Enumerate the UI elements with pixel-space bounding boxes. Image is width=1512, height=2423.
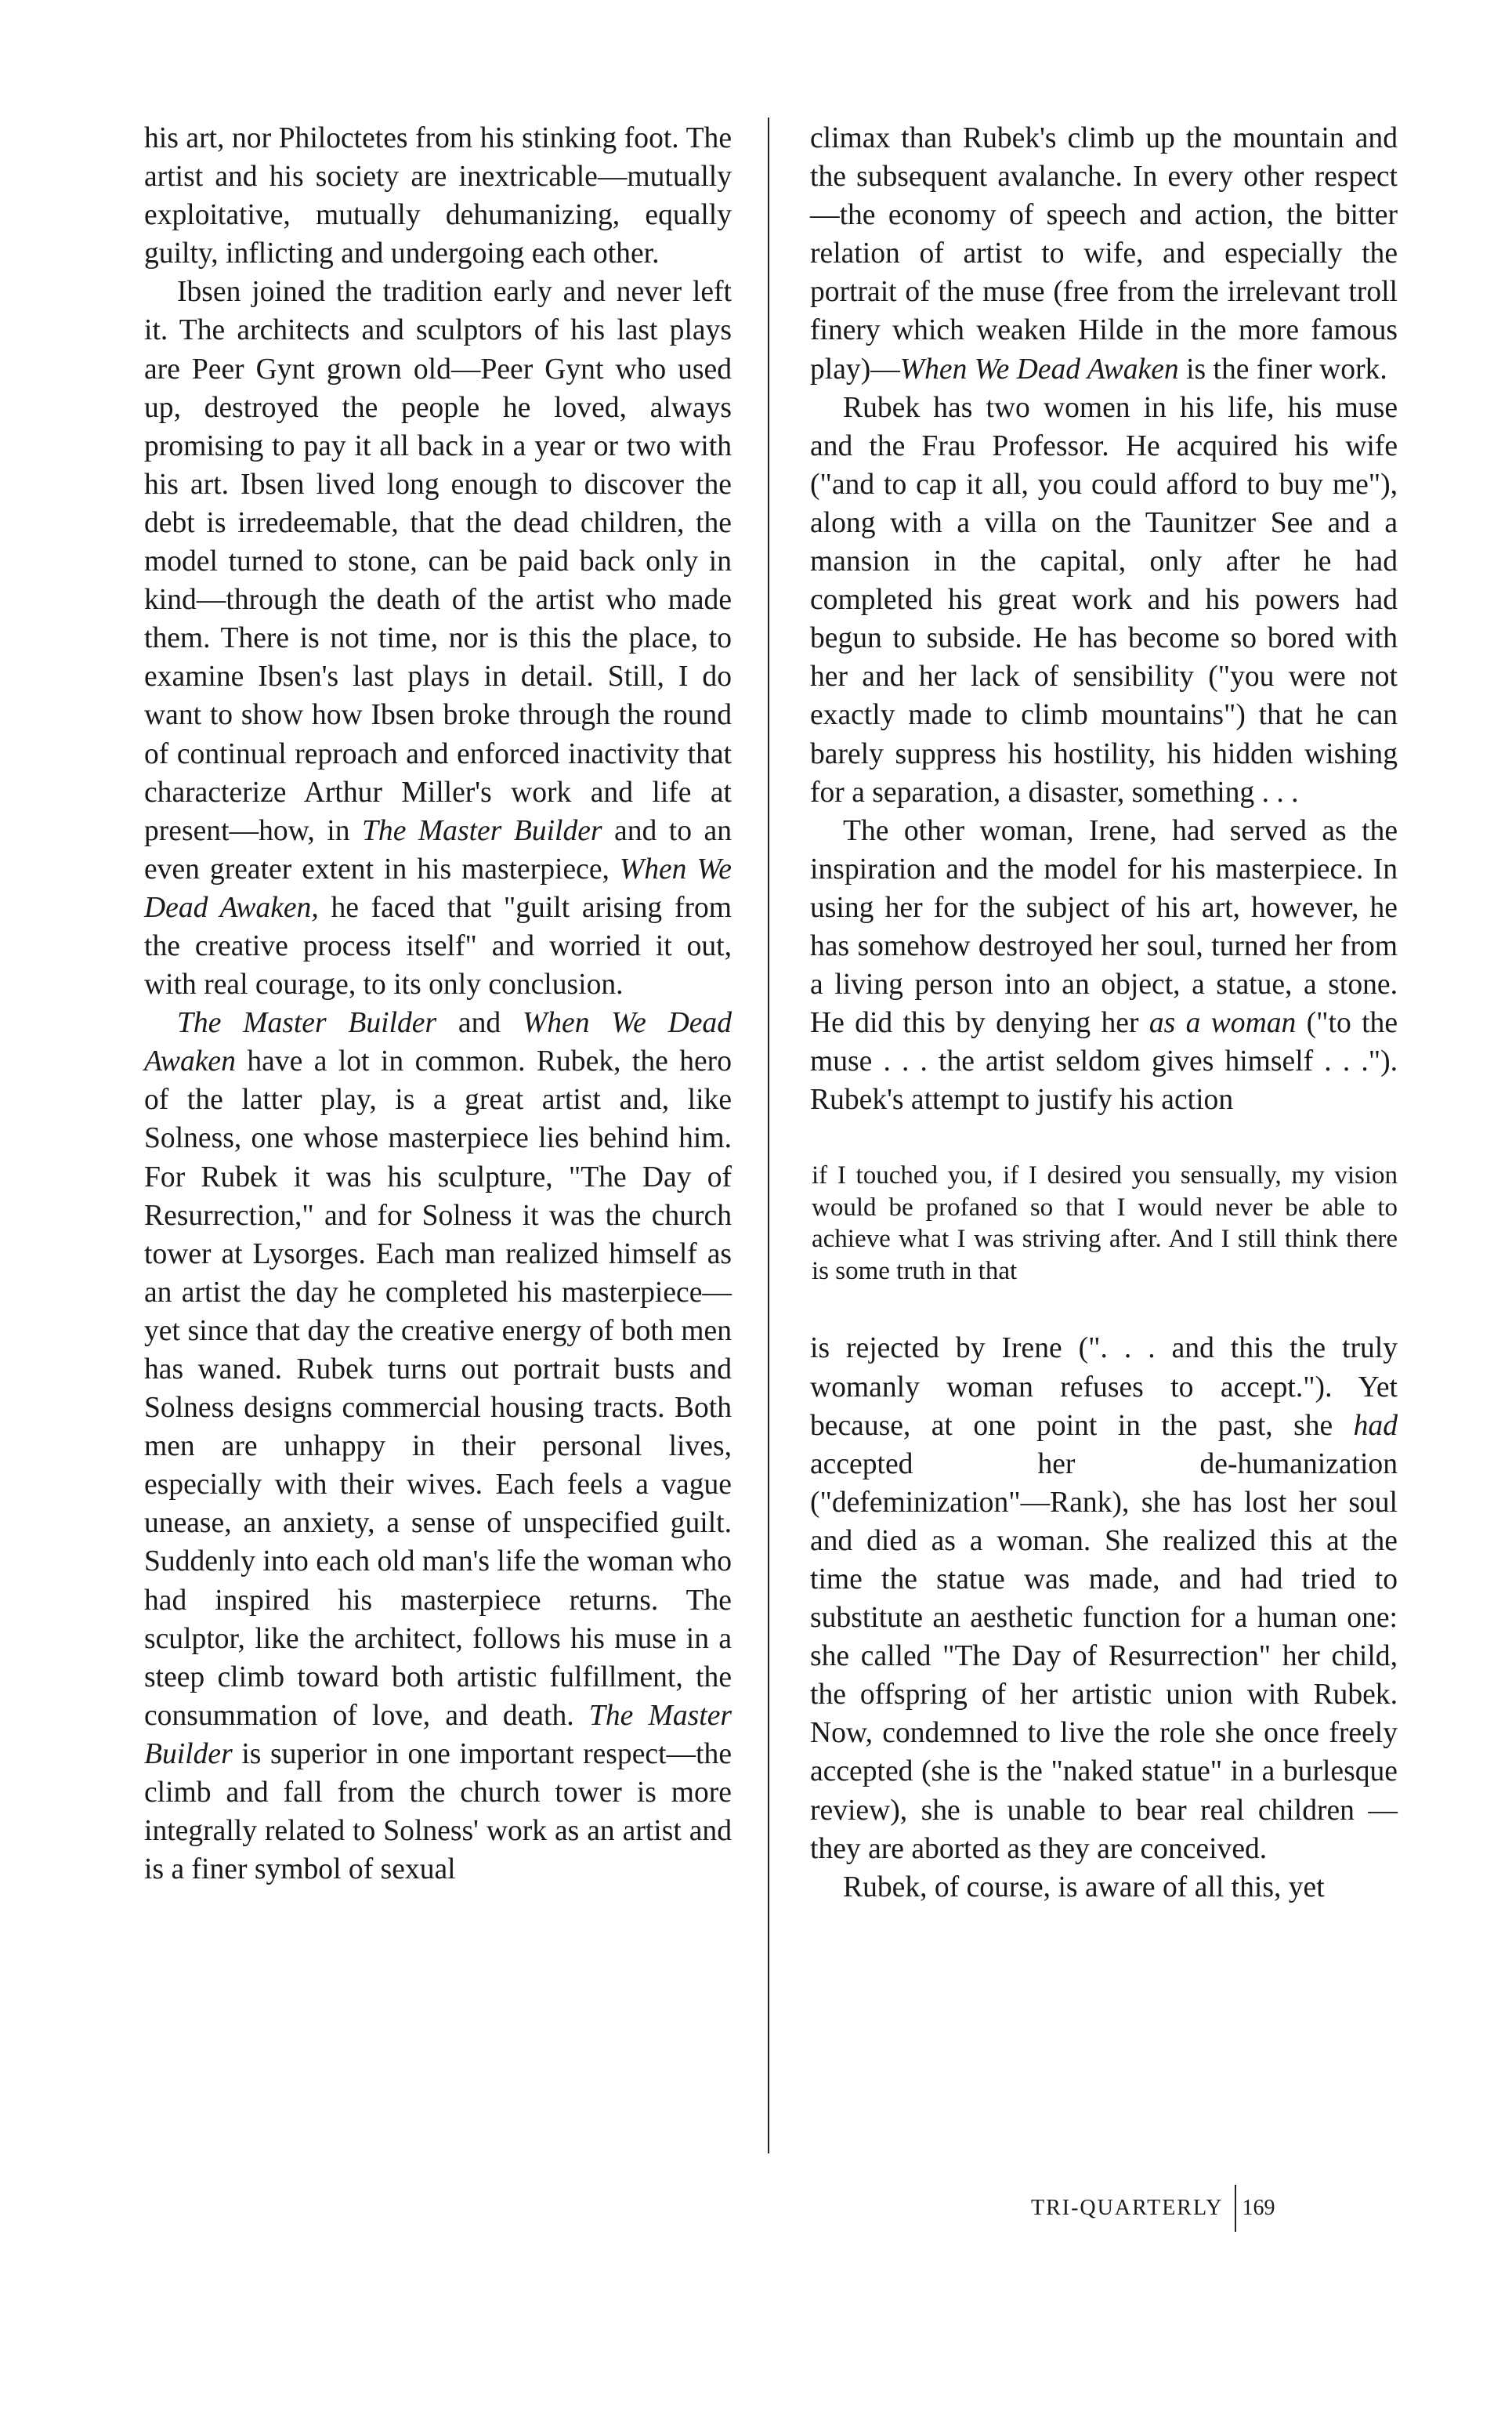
right-paragraph-4-text: is rejected by Irene (". . . and this the truly womanly woman refuses to accept."). Yet because, at one point in the past, she xyxy=(810,1332,1398,1442)
right-paragraph-4-end: accepted her de-humanization ("defeminization"—Rank), she has lost her soul and died as a woman. She realized this at the time the statue was made, and had tried to substitute an aesthetic function for a human one: she called "The Day of Resurrection" her child, the offspring of her artistic union with Rubek. Now, condemned to live the role she once freely accepted (she is the "naked statue" in a burlesque review), she is unable to bear real children —they are aborted as they are conceived. xyxy=(810,1447,1398,1865)
right-column xyxy=(810,119,1398,1907)
column-divider xyxy=(768,118,769,2153)
title-the-master-builder: The Master Builder xyxy=(177,1007,437,1040)
right-paragraph-3-text: The other woman, Irene, had served as the inspiration and the model for his masterpiece. In using her for the subject of his art, however, he has somehow destroyed her soul, turned her from a living person into an object, a statue, a stone. He did this by denying her xyxy=(810,814,1398,1040)
left-paragraph-2-end: he faced that "guilt arising from the creative process itself" and worried it out, with real courage, to its only conclusion. xyxy=(144,891,732,1001)
title-the-master-builder: The Master Builder xyxy=(144,1699,732,1770)
emphasis-had: had xyxy=(1353,1409,1398,1442)
title-when-we-dead-awaken: When We Dead Awaken, xyxy=(144,853,732,924)
right-paragraph-4 xyxy=(810,1329,1398,1867)
left-paragraph-2 xyxy=(144,273,732,1004)
left-column xyxy=(144,119,732,1889)
title-when-we-dead-awaken: When We Dead Awaken xyxy=(144,1007,732,1078)
right-paragraph-1-end: is the finer work. xyxy=(1178,353,1387,386)
right-paragraph-5: Rubek, of course, is aware of all this, yet xyxy=(843,1871,1325,1903)
right-paragraph-3-end: ("to the muse . . . the artist seldom gives himself . . ."). Rubek's attempt to justify his action xyxy=(810,1007,1398,1117)
left-paragraph-3-and: and xyxy=(436,1007,523,1040)
right-paragraph-2: Rubek has two women in his life, his muse and the Frau Professor. He acquired his wife ("and to cap it all, you could afford to buy me"), along with a villa on the Taunitzer See and a mansion in the capital, only after he had completed his great work and his powers had begun to subside. He has become so bored with her and her lack of sensibility ("you were not exactly made to climb mountains") that he can barely suppress his hostility, his hidden wishing for a separation, a disaster, something . . . xyxy=(810,391,1398,809)
page-number: 169 xyxy=(1242,2196,1275,2220)
left-paragraph-3-text: have a lot in common. Rubek, the hero of the latter play, is a great artist and, like Solness, one whose masterpiece lies behind him. For Rubek it was his sculpture, "The Day of Resurrection," and for Solness it was the church tower at Lysorges. Each man realized himself as an artist the day he completed his masterpiece—yet since that day the creative energy of both men has waned. Rubek turns out portrait busts and Solness designs commercial housing tracts. Both men are unhappy in their personal lives, especially with their wives. Each feels a vague unease, an anxiety, a sense of unspecified guilt. Suddenly into each old man's life the woman who had inspired his masterpiece returns. The sculptor, like the architect, follows his muse in a steep climb toward both artistic fulfillment, the consummation of love, and death. xyxy=(144,1045,732,1732)
left-paragraph-1: his art, nor Philoctetes from his stinking foot. The artist and his society are inextricable—mutually exploitative, mutually dehumanizing, equally guilty, inflicting and undergoing each other. xyxy=(144,122,732,270)
title-the-master-builder: The Master Builder xyxy=(362,814,602,847)
left-paragraph-3-end: is superior in one important respect—the climb and fall from the church tower is more integrally related to Solness' work as an artist and is a finer symbol of sexual xyxy=(144,1737,732,1886)
right-paragraph-1-text: climax than Rubek's climb up the mountain and the subsequent avalanche. In every other respect—the economy of speech and action, the bitter relation of artist to wife, and especially the portrait of the muse (free from the irrelevant troll finery which weaken Hilde in the more famous play)— xyxy=(810,122,1398,386)
page-footer xyxy=(1031,2185,1275,2232)
left-paragraph-2-mid: and to an even greater extent in his masterpiece, xyxy=(144,814,732,886)
journal-name: TRI-QUARTERLY xyxy=(1031,2196,1224,2220)
right-paragraph-3 xyxy=(810,812,1398,1120)
emphasis-as-a-woman: as a woman xyxy=(1148,1007,1297,1040)
left-paragraph-3 xyxy=(144,1004,732,1889)
title-when-we-dead-awaken: When We Dead Awaken xyxy=(899,353,1179,386)
left-paragraph-2-text: Ibsen joined the tradition early and never left it. The architects and sculptors of his last plays are Peer Gynt grown old—Peer Gynt who used up, destroyed the people he loved, always promising to pay it all back in a year or two with his art. Ibsen lived long enough to discover the debt is irredeemable, that the dead children, the model turned to stone, can be paid back only in kind—through the death of the artist who made them. There is not time, nor is this the place, to examine Ibsen's last plays in detail. Still, I do want to show how Ibsen broke through the round of continual reproach and enforced inactivity that characterize Arthur Miller's work and life at present—how, in xyxy=(144,276,732,847)
block-quote: if I touched you, if I desired you sensually, my vision would be profaned so that I would never be able to achieve what I was striving after. And I still think there is some truth in that xyxy=(812,1161,1398,1285)
right-paragraph-1 xyxy=(810,119,1398,389)
